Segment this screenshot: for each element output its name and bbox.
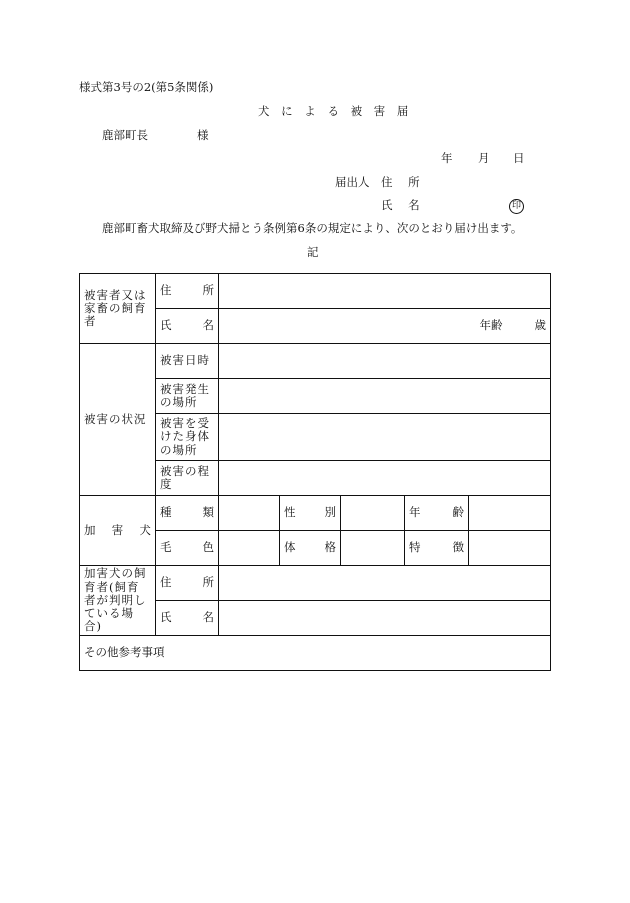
dog-owner-address-label: 住 所 (156, 566, 219, 601)
breed-field[interactable] (219, 496, 280, 531)
damage-report-table (79, 273, 551, 671)
owner-name-field[interactable] (219, 309, 551, 344)
applicant-address-label: 住 所 (381, 175, 426, 189)
owner-name-label: 氏 名 (156, 309, 219, 344)
other-notes-label: その他参考事項 (84, 645, 165, 660)
damage-body-label: 被害を受けた身体の場所 (156, 414, 219, 461)
dog-group-label: 加 害 犬 (80, 496, 156, 566)
damage-datetime-label: 被害日時 (156, 344, 219, 379)
ki-label: 記 (307, 245, 319, 259)
owner-address-field[interactable] (219, 274, 551, 309)
damage-datetime-field[interactable] (219, 344, 551, 379)
age-label: 年齢 (479, 318, 503, 333)
other-notes-field[interactable] (80, 636, 551, 671)
features-field[interactable] (469, 531, 551, 566)
dog-age-label: 年 齢 (405, 496, 469, 531)
form-number: 様式第3号の2(第5条関係) (79, 80, 214, 94)
dog-owner-name-field[interactable] (219, 601, 551, 636)
dog-owner-address-field[interactable] (219, 566, 551, 601)
date-day-label: 日 (513, 151, 525, 165)
dog-age-field[interactable] (469, 496, 551, 531)
statement: 鹿部町畜犬取締及び野犬掃とう条例第6条の規定により、次のとおり届け出ます。 (102, 221, 523, 235)
damage-degree-label: 被害の程度 (156, 461, 219, 496)
sex-field[interactable] (341, 496, 405, 531)
damage-degree-field[interactable] (219, 461, 551, 496)
form-title: 犬 に よ る 被 害 届 (258, 104, 413, 118)
date-month-label: 月 (478, 151, 490, 165)
sex-label: 性 別 (280, 496, 341, 531)
build-field[interactable] (341, 531, 405, 566)
applicant-label: 届出人 (335, 175, 370, 189)
damage-body-field[interactable] (219, 414, 551, 461)
addressee-honorific: 様 (197, 128, 209, 142)
dog-owner-group-label: 加害犬の飼育者(飼育者が判明している場合) (80, 566, 156, 636)
date-year-label: 年 (441, 151, 453, 165)
features-label: 特 徴 (405, 531, 469, 566)
age-unit: 歳 (534, 318, 546, 333)
owner-address-label: 住 所 (156, 274, 219, 309)
damage-place-label: 被害発生の場所 (156, 379, 219, 414)
dog-owner-name-label: 氏 名 (156, 601, 219, 636)
breed-label: 種 類 (156, 496, 219, 531)
damage-place-field[interactable] (219, 379, 551, 414)
applicant-name-label: 氏 名 (381, 198, 426, 212)
owner-group-label: 被害者又は家畜の飼育者 (80, 274, 156, 344)
build-label: 体 格 (280, 531, 341, 566)
damage-group-label: 被害の状況 (80, 344, 156, 496)
coat-field[interactable] (219, 531, 280, 566)
coat-label: 毛 色 (156, 531, 219, 566)
seal-mark: 印 (509, 199, 524, 214)
addressee: 鹿部町長 (102, 128, 148, 142)
